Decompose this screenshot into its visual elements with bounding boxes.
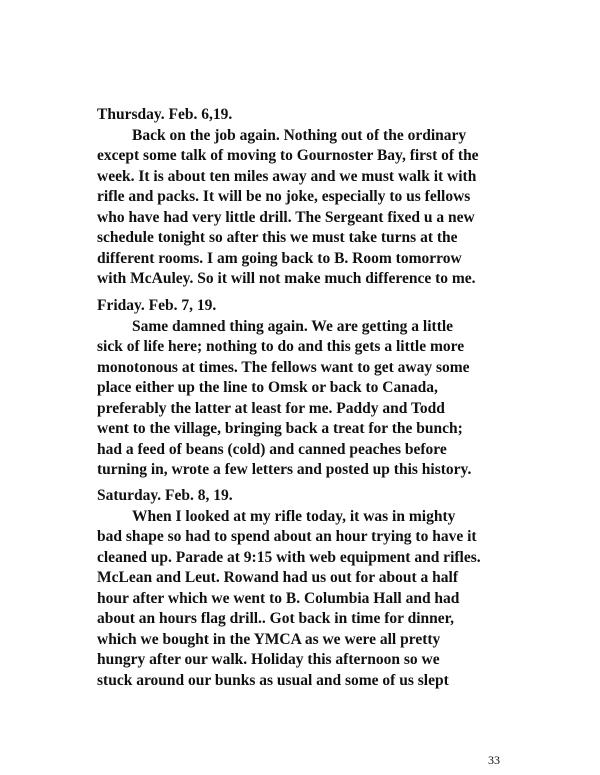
entry-line: place either up the line to Omsk or back to Canada,	[97, 379, 438, 396]
entry-line: McLean and Leut. Rowand had us out for about a half	[97, 569, 459, 586]
entry-line: stuck around our bunks as usual and some of us slept	[97, 671, 449, 689]
entry-line: week. It is about ten miles away and we must walk it with	[97, 167, 477, 185]
entry-line: monotonous at times. The fellows want to get away some	[97, 358, 470, 376]
entry-line: different rooms. I am going back to B. Room tomorrow	[97, 249, 462, 267]
entry-line: Back on the job again. Nothing out of the ordinary	[132, 126, 467, 144]
entry-line: cleaned up. Parade at 9:15 with web equipment and rifles.	[97, 548, 481, 566]
entry-line: sick of life here; nothing to do and this gets a little more	[97, 338, 465, 355]
entry-line: Same damned thing again. We are getting a little	[132, 317, 454, 335]
entry-line: hungry after our walk. Holiday this afternoon so we	[97, 651, 440, 668]
entry-line: who have had very little drill. The Sergeant fixed u a new	[97, 208, 475, 226]
entry-line: bad shape so had to spend about an hour trying to have it	[97, 528, 477, 545]
entry-line: went to the village, bringing back a treat for the bunch;	[97, 420, 463, 437]
entry-line: preferably the latter at least for me. Paddy and Todd	[97, 399, 445, 417]
entry-line: turning in, wrote a few letters and posted up this history.	[97, 461, 472, 478]
entry-line: rifle and packs. It will be no joke, especially to us fellows	[97, 188, 471, 205]
page-number: 33	[488, 753, 500, 767]
entry-line: schedule tonight so after this we must take turns at the	[97, 229, 458, 246]
diary-entry-thursday	[97, 105, 577, 290]
entry-line: about an hours flag drill.. Got back in time for dinner,	[97, 610, 454, 627]
entry-line: with McAuley. So it will not make much difference to me.	[97, 270, 476, 287]
entry-line: which we bought in the YMCA as we were all pretty	[97, 630, 441, 648]
entry-heading: Thursday. Feb. 6,19.	[97, 106, 233, 123]
entry-line: had a feed of beans (cold) and canned peaches before	[97, 440, 447, 458]
diary-entry-saturday	[97, 486, 577, 691]
entry-heading: Saturday. Feb. 8, 19.	[97, 487, 233, 504]
entry-heading: Friday. Feb. 7, 19.	[97, 297, 217, 314]
entry-line: except some talk of moving to Gournoster Bay, first of the	[97, 147, 479, 164]
entry-line: hour after which we went to B. Columbia Hall and had	[97, 589, 460, 607]
diary-entry-friday	[97, 296, 577, 481]
entry-line: When I looked at my rifle today, it was in mighty	[132, 507, 456, 525]
